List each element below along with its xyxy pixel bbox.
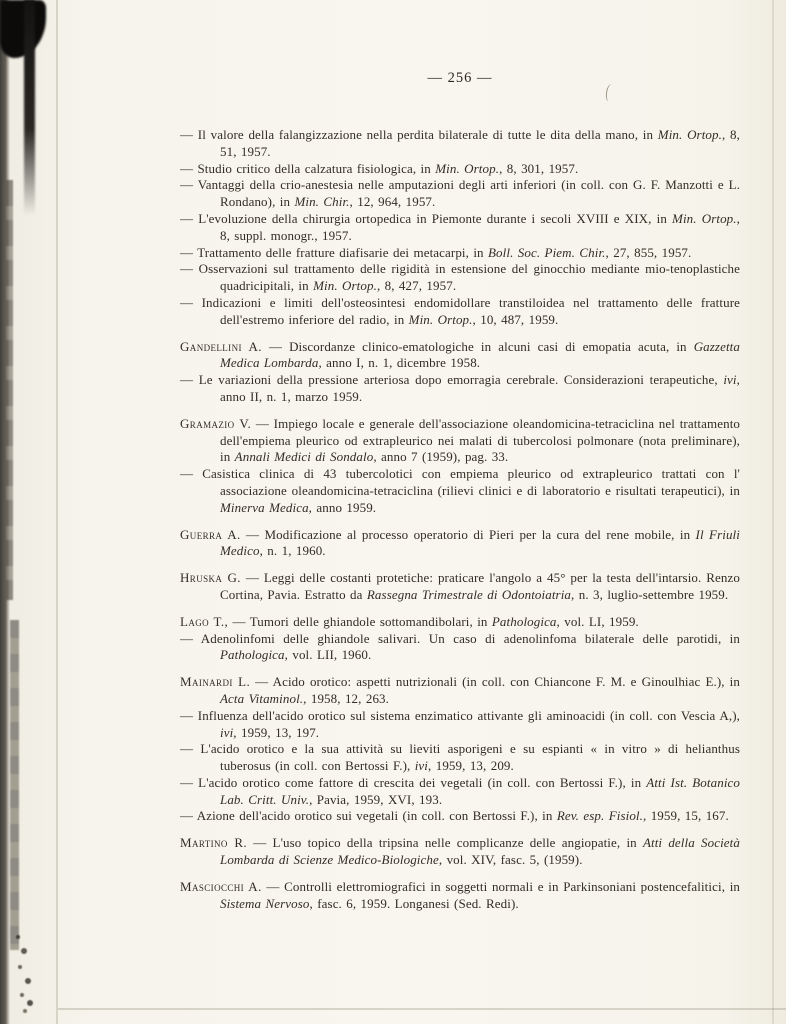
entry-text: , 12, 964, 1957. xyxy=(349,194,436,210)
entry-text: , fasc. 6, 1959. Longanesi (Sed. Redi). xyxy=(309,895,519,911)
entry-text: — L'uso topico della tripsina nelle complicanze delle angiopatie, in xyxy=(247,835,643,851)
journal-title: Min. Ortop. xyxy=(672,210,737,226)
entry-text: , vol. LII, 1960. xyxy=(284,647,372,663)
entry-text: , 1959, 15, 167. xyxy=(643,808,729,824)
journal-title: ivi xyxy=(723,372,737,388)
entry-text: — Indicazioni e limiti dell'osteosintesi endomidollare transtiloidea nel trattamento delle fratture dell'estremo inferiore del radio, in xyxy=(180,294,740,327)
entry-text: , 10, 487, 1959. xyxy=(472,311,559,327)
entry-text: — Osservazioni sul trattamento delle rigidità in estensione del ginocchio mediante mio-tenoplastiche quadricipitali, in xyxy=(180,261,740,294)
journal-title: Minerva Medica xyxy=(220,499,309,515)
bibliography-entry xyxy=(180,614,740,631)
entry-text: , vol. LI, 1959. xyxy=(556,613,639,629)
entry-text: — Influenza dell'acido orotico sul sistema enzimatico attivante gli aminoacidi (in coll. con Vescia A,), xyxy=(180,707,740,723)
bibliography-entry xyxy=(180,127,740,161)
author-name: Hruska G. xyxy=(180,570,241,586)
entry-text: , anno 7 (1959), pag. 33. xyxy=(373,449,509,465)
scan-artifact-right-line xyxy=(772,0,774,1024)
entry-text: , anno II, n. 1, marzo 1959. xyxy=(220,372,740,404)
entry-text: — Studio critico della calzatura fisiologica, in xyxy=(180,160,436,176)
entry-text: — Il valore della falangizzazione nella perdita bilaterale di tutte le dita della mano, in xyxy=(180,127,658,142)
journal-title: Rassegna Trimestrale di Odontoiatria xyxy=(366,586,572,602)
bibliography-entry xyxy=(180,372,740,406)
entry-text: — Trattamento delle fratture diafisarie dei metacarpi, in xyxy=(180,244,489,260)
bibliography-entry xyxy=(180,674,740,708)
bibliography-entry xyxy=(180,527,740,561)
entry-text: , n. 3, luglio-settembre 1959. xyxy=(571,586,729,602)
author-name: Masciocchi A. xyxy=(180,878,262,894)
author-name: Martino R. xyxy=(180,835,248,851)
journal-title: ivi xyxy=(414,758,429,774)
entry-text: , 8, 427, 1957. xyxy=(376,278,457,294)
entry-text: — Modificazione al processo operatorio di Pieri per la cura del rene mobile, in xyxy=(240,526,696,542)
journal-title: Pathologica xyxy=(491,613,557,629)
scan-artifact-bottom-line xyxy=(58,1008,786,1010)
bibliography-entry xyxy=(180,808,740,825)
journal-title: Sistema Nervoso xyxy=(220,895,310,911)
author-name: Guerra A. xyxy=(180,526,241,542)
entry-text: , anno I, n. 1, dicembre 1958. xyxy=(318,355,481,371)
entry-text: , 1959, 13, 197. xyxy=(233,724,320,740)
journal-title: ivi xyxy=(220,724,234,740)
journal-title: Min. Ortop. xyxy=(408,311,473,327)
page-number: — 256 — xyxy=(427,70,493,86)
entry-text: — Azione dell'acido orotico sui vegetali (in coll. con Bertossi F.), in xyxy=(180,808,557,824)
entry-text: — Casistica clinica di 43 tubercolotici con empiema pleurico od extrapleurico trattati con l' associazione oleandomicina-tetraciclina (rilievi clinici e di laboratorio e risultati terapeutici), in xyxy=(180,466,740,498)
bibliography-entry xyxy=(180,295,740,329)
journal-title: Min. Ortop. xyxy=(435,160,500,176)
author-name: Gandellini A. xyxy=(180,338,262,354)
entry-text: — Le variazioni della pressione arteriosa dopo emorragia cerebrale. Considerazioni terapeutiche, xyxy=(180,372,724,388)
entry-text: — Adenolinfomi delle ghiandole salivari. Un caso di adenolinfoma bilaterale delle parotidi, in xyxy=(180,630,740,646)
scan-artifact-corner-blob xyxy=(0,0,46,58)
entry-text: — L'acido orotico come fattore di crescita dei vegetali (in coll. con Bertossi F.), in xyxy=(180,774,647,790)
journal-title: Il Friuli Medico xyxy=(220,526,740,559)
entry-text: , 27, 855, 1957. xyxy=(605,244,692,260)
entry-text: — Acido orotico: aspetti nutrizionali (in coll. con Chiancone F. M. e Ginoulhiac E.), in xyxy=(250,674,740,690)
entry-text: , anno 1959. xyxy=(308,499,377,515)
entry-text: , n. 1, 1960. xyxy=(259,543,326,559)
author-name: Mainardi L. xyxy=(180,674,251,690)
entry-text: , vol. XIV, fasc. 5, (1959). xyxy=(438,852,583,868)
entry-text: — Controlli elettromiografici in soggetti normali e in Parkinsoniani postencefalitici, in xyxy=(261,878,741,894)
bibliography-entry xyxy=(180,835,740,869)
bibliography-entry xyxy=(180,161,740,178)
entry-text: — Impiego locale e generale dell'associazione oleandomicina-tetraciclina nel trattamento dell'empiema pleurico od extrapleurico nei malati di tubercolosi polmonare (nota preliminare), in xyxy=(220,415,741,465)
bibliography-entry xyxy=(180,879,740,913)
bibliography-entry xyxy=(180,631,740,665)
scan-artifact-streak-low xyxy=(10,620,19,950)
bibliography-entries xyxy=(180,127,740,912)
entry-text: — L'acido orotico e la sua attività su lieviti asporigeni e su espianti « in vitro » di helianthus tuberosus (in coll. con Bertossi F.), xyxy=(180,741,740,774)
entry-text: , 8, suppl. monogr., 1957. xyxy=(220,210,740,243)
journal-title: Min. Chir. xyxy=(294,194,350,210)
journal-title: Min. Ortop. xyxy=(657,127,722,142)
bibliography-entry xyxy=(180,339,740,373)
journal-title: Annali Medici di Sondalo xyxy=(234,449,374,465)
entry-text: — Vantaggi della crio-anestesia nelle amputazioni degli arti inferiori (in coll. con G. F. Manzotti e L. Rondano), in xyxy=(180,177,740,210)
bibliography-entry xyxy=(180,708,740,742)
journal-title: Pathologica xyxy=(220,647,285,663)
journal-title: Rev. esp. Fisiol. xyxy=(556,808,643,824)
entry-text: , 1958, 12, 263. xyxy=(303,690,389,706)
journal-title: Min. Ortop. xyxy=(313,278,377,294)
bibliography-entry xyxy=(180,466,740,516)
bibliography-entry xyxy=(180,261,740,295)
entry-text: — Tumori delle ghiandole sottomandibolari, in xyxy=(228,613,492,629)
bibliography-entry xyxy=(180,775,740,809)
bibliography-entry xyxy=(180,416,740,466)
entry-text: — Discordanze clinico-ematologiche in alcuni casi di emopatia acuta, in xyxy=(261,338,694,354)
entry-text: , 8, 51, 1957. xyxy=(220,127,740,159)
entry-text: , 1959, 13, 209. xyxy=(428,758,514,774)
scan-artifact-streak-top xyxy=(24,0,35,215)
entry-text: — Leggi delle costanti protetiche: praticare l'angolo a 45° per la testa dell'intarsio. Renzo Cortina, Pavia. Estratto da xyxy=(220,570,740,602)
journal-title: Atti della Società Lombarda di Scienze Medico-Biologiche xyxy=(220,835,740,868)
scan-artifact-speckles xyxy=(16,935,20,939)
scan-artifact-vertical-line xyxy=(56,0,58,1024)
text-block xyxy=(180,70,740,912)
journal-title: Boll. Soc. Piem. Chir. xyxy=(488,244,606,260)
author-name: Gramazio V. xyxy=(180,415,252,431)
author-name: Lago T., xyxy=(180,613,229,629)
journal-title: Acta Vitaminol. xyxy=(220,690,304,706)
bibliography-entry xyxy=(180,211,740,245)
bibliography-entry xyxy=(180,245,740,262)
bibliography-entry xyxy=(180,741,740,775)
entry-text: — L'evoluzione della chirurgia ortopedica in Piemonte durante i secoli XVIII e XIX, in xyxy=(180,210,673,226)
scan-artifact-streak-mid xyxy=(6,180,13,600)
journal-title: Atti Ist. Botanico Lab. Critt. Univ. xyxy=(220,774,741,807)
entry-text: , 8, 301, 1957. xyxy=(499,160,579,176)
entry-text: , Pavia, 1959, XVI, 193. xyxy=(309,791,443,807)
journal-title: Gazzetta Medica Lombarda xyxy=(220,338,740,371)
bibliography-entry xyxy=(180,177,740,211)
bibliography-entry xyxy=(180,570,740,604)
